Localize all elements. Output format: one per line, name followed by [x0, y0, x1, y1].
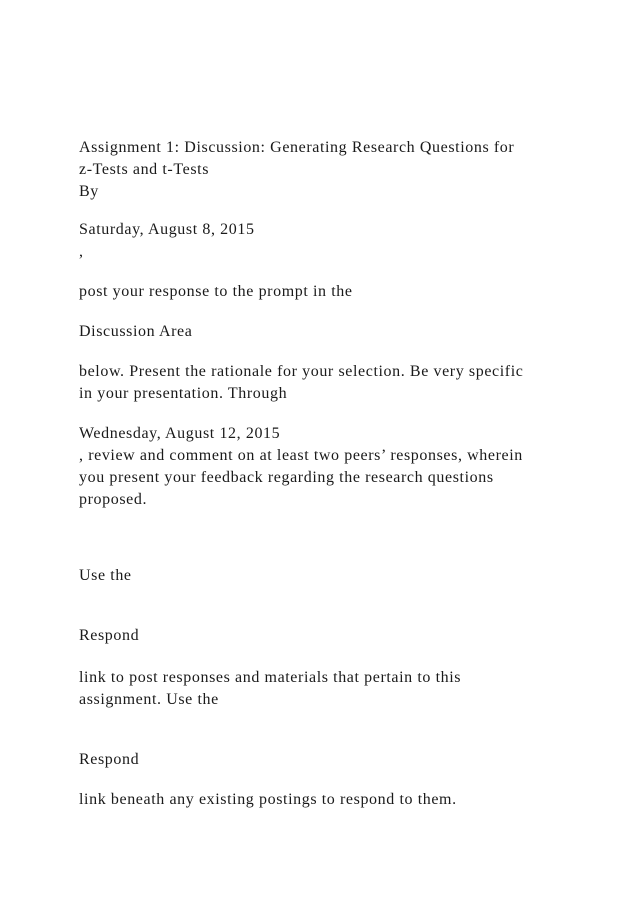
- due-date-1: Saturday, August 8, 2015: [79, 221, 255, 238]
- text-line: proposed.: [79, 491, 148, 508]
- title-line-2: z-Tests and t-Tests: [79, 161, 210, 178]
- text-line: in your presentation. Through: [79, 385, 288, 402]
- text-line: you present your feedback regarding the research questions: [79, 469, 494, 486]
- text-line: ,: [79, 243, 84, 260]
- title-line-1: Assignment 1: Discussion: Generating Research Questions for: [79, 139, 515, 156]
- text-line: assignment. Use the: [79, 691, 219, 708]
- text-line: below. Present the rationale for your selection. Be very specific: [79, 363, 524, 380]
- text-line: link to post responses and materials that pertain to this: [79, 669, 462, 686]
- text-line: , review and comment on at least two peers’ responses, wherein: [79, 447, 523, 464]
- respond-label-2: Respond: [79, 751, 140, 768]
- text-line: Use the: [79, 567, 132, 584]
- respond-label-1: Respond: [79, 627, 140, 644]
- due-date-2: Wednesday, August 12, 2015: [79, 425, 281, 442]
- discussion-area-label: Discussion Area: [79, 323, 193, 340]
- text-line: post your response to the prompt in the: [79, 283, 353, 300]
- text-line: link beneath any existing postings to respond to them.: [79, 791, 457, 808]
- text-line: By: [79, 183, 99, 200]
